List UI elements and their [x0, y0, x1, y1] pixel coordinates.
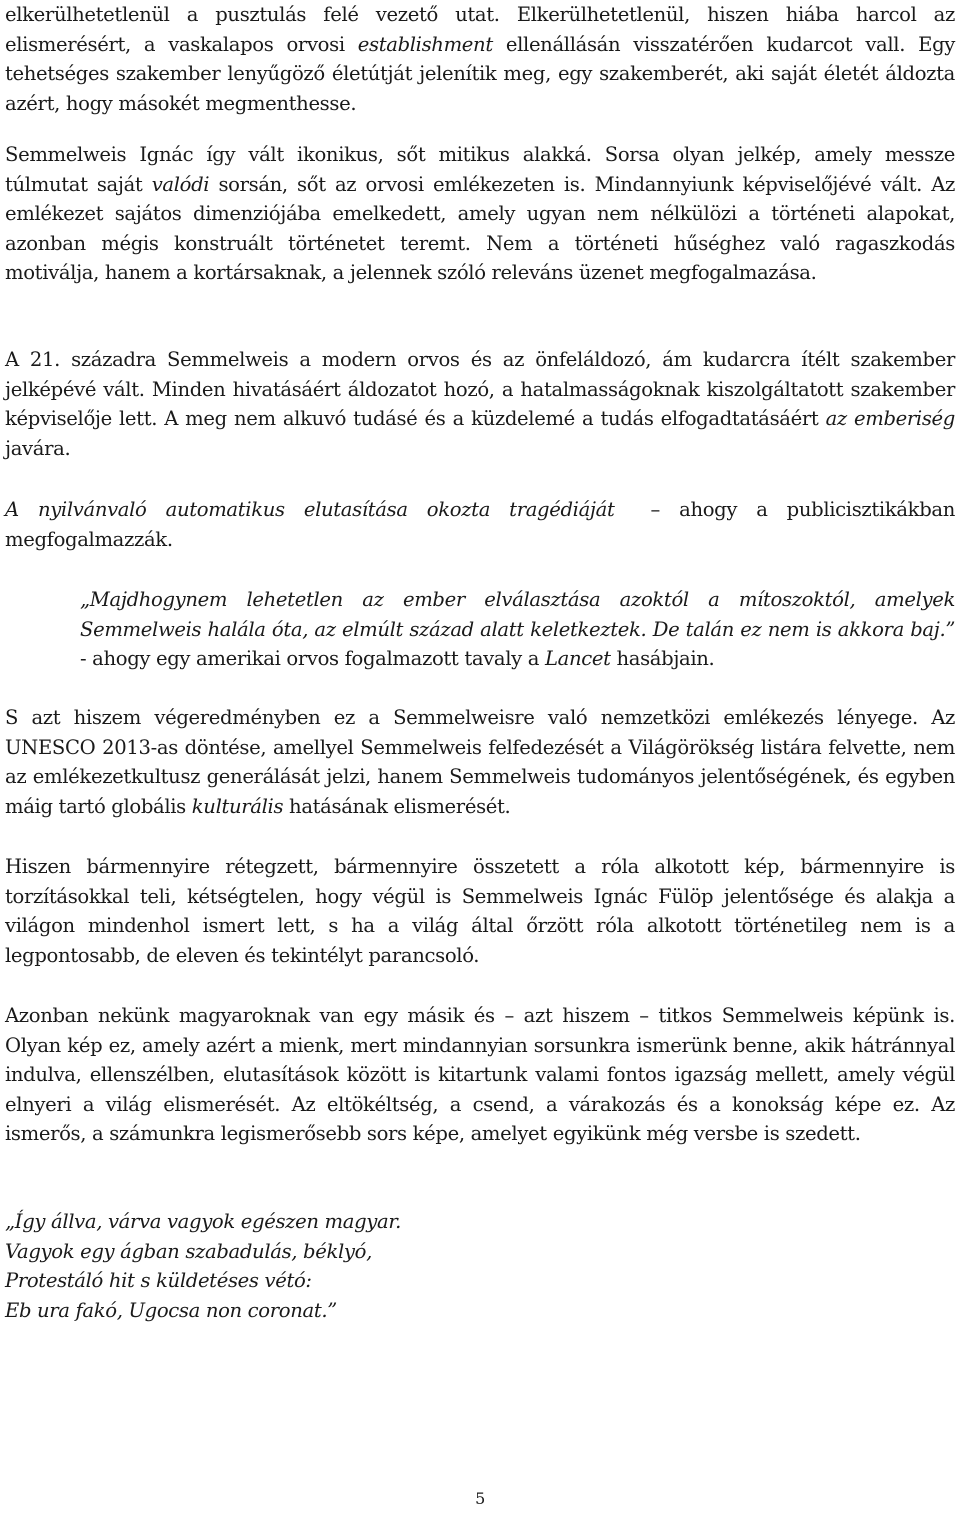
paragraph-3 [5, 345, 955, 463]
paragraph-4-italic: A nyilvánvaló automatikus elutasítása okozta tragédiáját [5, 498, 615, 521]
poem-quote [5, 1207, 955, 1325]
paragraph-1-italic: establishment [357, 32, 493, 56]
paragraph-2-text-a: Semmelweis Ignác így vált ikonikus, sőt mitikus alakká. Sorsa olyan jelkép, amely messze túlmutat saját [5, 143, 955, 196]
paragraph-1 [5, 0, 955, 118]
poem-line: Eb ura fakó, Ugocsa non coronat.” [5, 1298, 337, 1322]
quote-journal-name: Lancet [544, 647, 611, 671]
paragraph-4 [5, 495, 955, 554]
paragraph-3-text: A 21. századra Semmelweis a modern orvos és az önfeláldozó, ám kudarcra ítélt szakember jelképévé vált. Minden hivatásáért áldozatot hozó, a hatalmasságoknak kiszolgáltatott szakember képviselője lett. A meg nem alkuvó tudásé és a küzdelemé a tudás elfogadtatásáért [5, 348, 955, 431]
poem-line: Protestáló hit s küldetéses vétó: [5, 1269, 312, 1293]
paragraph-2 [5, 140, 955, 288]
paragraph-2-text-c: sorsán, sőt az orvosi emlékezeten is. Mindannyiunk képviselőjévé vált. Az emlékezet sajátos dimenziójába emelkedett, amely ugyan nem nélkülözi a történeti alapokat, azonban mégis konstruált történetet teremt. Nem a történeti hűséghez való ragaszkodás motiválja, hanem a kortársaknak, a jelennek szóló releváns üzenet megfogalmazása. [5, 172, 955, 285]
paragraph-6-text-a: S azt hiszem végeredményben ez a Semmelweisre való nemzetközi emlékezés lényege. Az UNESCO 2013-as döntése, amellyel Semmelweis felfedezését a Világörökség listára felvette, nem az emlékezetkultusz generálását jelzi, hanem Semmelweis tudományos jelentőségének, és egyben máig tartó globális [5, 706, 955, 818]
paragraph-6 [5, 703, 955, 821]
paragraph-8 [5, 1001, 955, 1149]
paragraph-6-italic: kulturális [191, 794, 284, 818]
quote-attribution-end: hasábjain. [610, 647, 715, 671]
paragraph-4-text-c: ahogy a publicisztikákban megfogalmazzák. [5, 498, 955, 551]
poem-line: „Így állva, várva vagyok egészen magyar. [5, 1210, 402, 1233]
quote-italic: „Majdhogynem lehetetlen az ember elválasztása azoktól a mítoszoktól, amelyek Semmelweis halála óta, az elmúlt század alatt keletkeztek. De talán ez nem is akkora baj.” [80, 588, 955, 641]
paragraph-2-italic: valódi [151, 172, 210, 196]
paragraph-8-text: Azonban nekünk magyaroknak van egy másik és – azt hiszem – titkos Semmelweis képünk is. Olyan kép ez, amely azért a mienk, mert mindannyian sorsunkra ismerünk benne, akik hátránnyal indulva, ellenszélben, elutasítások között is kitartunk valami fontos igazság mellett, amely végül elnyeri a világ elismerését. Az eltökéltség, a csend, a várakozás és a konokság képe ez. Az ismerős, a számunkra legismerősebb sors képe, amelyet egyikünk még versbe is szedett. [5, 1004, 955, 1146]
page-number: 5 [475, 1489, 485, 1508]
paragraph-3-text-c: javára. [5, 436, 71, 460]
blockquote [80, 585, 955, 674]
paragraph-3-italic: az emberiség [825, 407, 955, 431]
paragraph-1-text-a: elkerülhetetlenül a pusztulás felé vezető utat. Elkerülhetetlenül, hiszen hiába harcol az elismerésért, a vaskalapos orvosi [5, 3, 955, 56]
paragraph-4-dash: – [650, 498, 660, 521]
quote-attribution: - ahogy egy amerikai orvos fogalmazott tavaly a [80, 647, 545, 671]
paragraph-7-text: Hiszen bármennyire rétegzett, bármennyire összetett a róla alkotott kép, bármennyire is torzításokkal teli, kétségtelen, hogy végül is Semmelweis Ignác Fülöp jelentősége és alakja a világon mindenhol ismert lett, s ha a világ által őrzött róla alkotott történetileg nem is a legpontosabb, de eleven és tekintélyt parancsoló. [5, 855, 955, 967]
paragraph-7 [5, 852, 955, 970]
poem-line: Vagyok egy ágban szabadulás, béklyó, [5, 1239, 372, 1263]
paragraph-6-text-c: hatásának elismerését. [283, 794, 511, 818]
paragraph-1-text-c: ellenállásán visszatérően kudarcot vall. Egy tehetséges szakember lenyűgöző életútját jelenítik meg, egy szakemberét, aki saját életét áldozta azért, hogy másokét megmenthesse. [5, 32, 955, 115]
